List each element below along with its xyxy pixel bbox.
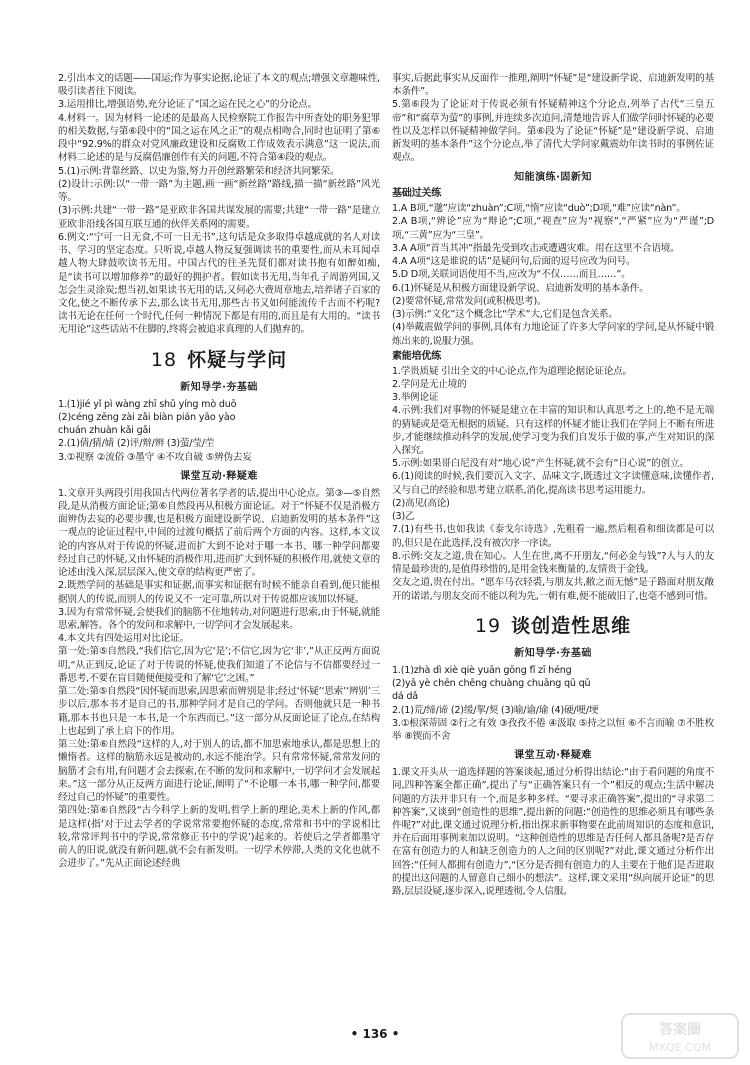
answer-paragraph: (2)设计:示例:以“一带一路”为主题,画一画“新丝路”路线,描一描“新丝路”风光等。: [58, 178, 380, 204]
answer-item: (4)举戴震做学问的事例,具体有力地论证了许多大学问家的学问,是从怀疑中锻炼出来的,说服力强。: [392, 322, 714, 347]
answer-item: 1.A B项,“邈”应读“zhuàn”;C项,“惰”应读“duò”;D项,“难”应读“nàn”。: [392, 203, 686, 215]
answer-paragraph: 第四处:第⑥自然段“古今科学上新的发明,哲学上新的理论,美术上新的作风,都是这样(指‘对于过去学者的学说常常要抱怀疑的态度,常常和书中的学说相比较,常常评判书中的学说,常常修正书中的学说’)起来的。若使后之学者都墨守前人的旧说,就没有新问题,就不会有新发明。一切学术停滞,人类的文化也就不会进步了。”先从正面论述经典: [58, 805, 380, 870]
left-top-answers: [58, 72, 380, 337]
section-heading: 新知导学·夯基础: [180, 381, 258, 393]
answer-paragraph: 5.第⑥段为了论证对于传说必须有怀疑精神这个分论点,列举了古代“三皇五帝”和“腐草为萤”的事例,并连续多次追问,清楚地告诉人们做学问时怀疑的必要性以及怎样以怀疑精神做学问。第⑥段为了论证“怀疑”是“建设新学说、启迪新发明的基本条件”这个分论点,举了清代大学问家戴震幼年读书时的事例佐证观点。: [392, 99, 714, 164]
answer-paragraph: 事实,后据此事实从反面作一推理,阐明“怀疑”是“建设新学说、启迪新发明的基本条件”。: [392, 73, 714, 98]
answer-paragraph: 5.(1)示例:背靠丝路、以史为鉴,努力开创丝路繁荣和经济共同繁荣。: [58, 165, 340, 177]
answer-item: (3)示例:“文化”这个概念比“学术”大,它们是包含关系。: [392, 309, 618, 321]
answer-item: (2)yā yè chēn chēng chuàng chuāng qū qǔ: [392, 678, 591, 690]
page-number: • 136 •: [350, 1027, 400, 1041]
lesson-19-title: [392, 613, 714, 639]
answer-paragraph: 1.课文开头从一道选择题的答案谈起,通过分析得出结论:“由于看问题的角度不同,四种答案全都正确”,提出了与“正确答案只有一个”相反的观点;生活中解决问题的方法并非只有一个,而是多种多样。“要寻求正确答案”,提出的“寻求第二种答案”,又谈到“创造性的思维”,提出新的问题:“创造性的思维必须具有哪些条件呢?”对此,课文通过说理分析,指出探求新事物要在此前周知识的态度和意识,并在后面用事例来加以说明。“这种创造性的思维是否任何人都具备呢?是否存在富有创造力的人和缺乏创造力的人之间的区别呢?”对此,课文通过分析作出回答:“任何人都拥有创造力”,“区分是否拥有创造力的人主要在于他们是否进取的提出这问题的人留意自己细小的想法”。这样,课文采用“纵向展开论证”的思路,层层设疑,逐步深入,说理透彻,令人信服。: [392, 767, 714, 898]
answer-item: chuán zhuàn kǎi gǎi: [58, 425, 151, 437]
answer-item: 4.示例:我们对事物的怀疑是建立在丰富的知识和认真思考之上的,绝不是无端的猜疑或是毫无根据的质疑。只有这样的怀疑才能让我们在学问上不断有所进步,才能继续推动科学的发展,使学习变为我们自发乐于做的事,产生对知识的深入探究。: [392, 405, 714, 457]
section-heading: 课堂互动·释疑难: [180, 470, 258, 482]
answer-paragraph: 6.例文:“宁可一日无食,不可一日无书”,这句话是众多取得卓越成就的名人对读书、学习的坚定态度。只听说,卓越人物反复强调读书的重要性,而从未耳闻卓越人物大肆鼓吹读书无用。中国古代的往圣先贤们都对读书抱有如醉如痴,是“读书可以增加修养”的最好的拥护者。假如读书无用,当年孔子周游列国,又怎会生灵涂炭;想当初,如果读书无用的话,又何必大费周章地去,培养诸子百家的文化,使之不断传承下去,那么读书无用,那些古书又如何能流传千古而不朽呢?读书无论在任何一个时代,任何一种情况下都是有用的,而且是有大用的。“读书无用论”这些话站不住脚的,终将会被追求真理的人们抛弃的。: [58, 231, 380, 336]
answer-item: 交友之道,贵在付出。“愿车马衣轻裘,与朋友共,敝之而无憾”是子路面对朋友敞开的诺诺,与朋友交而不能以利为先,一朝有难,便不能破旧了,也毫不感到可惜。: [392, 577, 714, 602]
answer-item: 8.示例:交友之道,贵在知心。人生在世,离不开朋友,“何必金与钱”?人与人的友情是最珍贵的,是值得珍惜的,是用金钱来衡量的,友情贵于金钱。: [392, 550, 714, 576]
answer-item: 1.(1)jié yǐ pì wàng zhī shǔ yíng mò duō: [58, 398, 237, 410]
section-heading: 新知导学·夯基础: [514, 648, 592, 660]
answer-paragraph: 第一处:第⑤自然段,“我们信它,因为它‘是’;不信它,因为它‘非’,”从正反两方面说明,“从正到反,论证了对于传说的怀疑,使我们知道了不论信与不信都要经过一番思考,不要在盲目随便便接受和了解‘它’之困。”: [58, 646, 380, 684]
answer-item: 2.A B项,“辨论”应为“辩论”;C项,“视查”应为“视察”,“严紧”应为“严谨”;D项,“三黄”应为“三皇”。: [392, 216, 714, 241]
svg-text:MXQE.COM: MXQE.COM: [649, 1041, 711, 1054]
lesson-18-title: [58, 347, 380, 373]
answer-item: 5.示例:如果哥白尼没有对“地心说”产生怀疑,就不会有“日心说”的创立。: [392, 458, 689, 470]
answer-paragraph: 1.文章开头两段引用我国古代两位著名学者的话,提出中心论点。第③—⑤自然段,是从消极方面论证;第⑥自然段再从积极方面论证。对于“怀疑不仅是消极方面辨伪去妄的必要步骤,也是积极方面建设新学说、启迪新发明的基本条件”这一观点的论证过程中,中间的过渡句概括了前后两个方面的内容。这样,本文议论的内容从对于传说的怀疑,进而扩大到不论对于哪一本书、哪一种学问都要经过自己的怀疑,又由怀疑的消极作用,进而扩大到怀疑的积极作用,就使文章的论述由浅入深,层层深入,使文章的结构更严密了。: [58, 487, 380, 579]
answer-item: 1.学贵质疑 引出全文的中心论点,作为道理论据论证论点。: [392, 365, 632, 377]
answer-item: 6.(1)阅读的时候,我们要沉入文字、品味文字,既透过文字读懂意味,读懂作者,又与自己的经验和思考建立联系,消化,提高读书思考运用能力。: [392, 471, 714, 496]
answer-item: 2.(1)荒/缔/谛 (2)缓/挈/契 (3)喻/谕/瑜 (4)硬/哽/埂: [392, 704, 599, 716]
answer-paragraph: 3.运用排比,增强语势,充分论证了“国之运在民之心”的分论点。: [58, 99, 317, 111]
answer-item: dá dǎ: [392, 691, 418, 703]
left-column: [58, 72, 380, 870]
answer-item: 4.A A项“这是谁说的话”是疑问句,后面的逗号应改为问号。: [392, 256, 636, 268]
watermark-logo: [620, 1010, 740, 1062]
answer-paragraph: 4.材料一。因为材料一论述的是最高人民检察院工作报告中所查处的职务犯罪的相关数据,与第⑥段中的“国之运在风之正”的观点相吻合,同时也证明了第⑥段中“92.9%的群众对党风廉政建设和反腐败工作成效表示满意”这一说法,而材料二论述的是与反腐倡廉创作有关的问题,不符合第④段的观点。: [58, 112, 380, 164]
sub-heading: 素能培优练: [392, 350, 441, 362]
answer-item: 6.(1)怀疑是从积极方面建设新学说、启迪新发明的基本条件。: [392, 282, 649, 294]
answer-paragraph: 4.本文共有四处运用对比论证。: [58, 633, 189, 645]
lesson-name: 谈创造性思维: [511, 614, 632, 637]
answer-item: 3.①视察 ②流俗 ③墨守 ④不攻自破 ⑤辨伪去妄: [58, 451, 252, 463]
sub-heading: 基础过关练: [392, 188, 441, 200]
answer-item: (3)乙: [392, 511, 415, 523]
svg-text:答案圈: 答案圈: [659, 1022, 701, 1038]
answer-paragraph: 第二处:第⑤自然段“因怀疑而思索,因思索而辨别是非;经过‘怀疑’‘思索’‘辨别’三步以后,那本书才是自己的书,那种学问才是自己的学问。否则他就只是一种书籍,那本书也只是一本书,是一个东西而已。”这一部分从反面论证了论点,在结构上也起到了承上启下的作用。: [58, 686, 380, 737]
answer-item: 2.(1)倩/猜/婧 (2)评/辩/辨 (3)萤/莹/茔: [58, 438, 215, 450]
section-heading: 知能演练·固新知: [514, 171, 592, 183]
section-heading: 课堂互动·释疑难: [514, 750, 592, 762]
answer-paragraph: 2.引出本文的话题——国运;作为事实论据,论证了本文的观点;增强文章趣味性,吸引读者往下阅读。: [58, 73, 380, 98]
answer-item: 3.举例论证: [392, 392, 439, 404]
lesson-name: 怀疑与学问: [187, 348, 288, 371]
lesson-number: 19: [474, 614, 502, 637]
right-column: [392, 72, 714, 898]
answer-item: 7.(1)有些书,也如我读《泰戈尔诗选》,先粗看一遍,然后粗看和细读都是可以的,但只是在此选择,没有被次序一序读。: [392, 524, 714, 549]
answer-item: 5.D D项,关联词语使用不当,应改为“不仅……而且……”。: [392, 269, 631, 281]
answer-item: (2)高见(高论): [392, 497, 450, 509]
answer-paragraph: (3)示例:共建“一带一路”是亚欧非各国共谋发展的需要;共建“一带一路”是建立亚欧非沿线各国互联互通的伙伴关系网的需要。: [58, 205, 380, 230]
answer-item: 3.①根深蒂固 ②行之有效 ③孜孜不倦 ④汲取 ⑤持之以恒 ⑥不言而喻 ⑦不胜枚举 ⑧锲而不舍: [392, 717, 714, 743]
answer-item: 2.学问是无止境的: [392, 378, 467, 390]
answer-item: (2)céng zēng zài zǎi biàn pián yāo yào: [58, 411, 236, 423]
lesson-number: 18: [150, 348, 178, 371]
answer-item: 1.(1)zhà dì xiè qiè yuān gōng fǐ zī héng: [392, 664, 572, 676]
answer-item: 3.A A项“首当其冲”指最先受到攻击或遭遇灾难。用在这里不合语境。: [392, 242, 680, 254]
answer-paragraph: 第三处:第⑥自然段“这样的人,对于别人的话,都不加思索地承认,都是思想上的懒惰者。这样的脑筋永远是被动的,永远不能治学。只有常常怀疑,常常发问的脑筋才会有用,有问题才会去探索,在不断的发问和求解中,一切学问才会发展起来。”这一部分从正反两方面进行论证,阐明了“不论哪一本书,哪一种学问,都要经过自己的怀疑”的重要性。: [58, 739, 380, 804]
answer-item: (2)要常怀疑,常常发问(或积极思考)。: [392, 295, 547, 307]
answer-paragraph: 3.因为有常常怀疑,会使我们的脑筋不住地转动,对问题进行思索,由于怀疑,就能思索,解答。各个的发问和求解中,一切学问才会发展起来。: [58, 606, 380, 632]
answer-paragraph: 2.既然学问的基础是事实和证据,而事实和证据有时候不能亲自看到,便只能根据别人的传说,而别人的传说又不一定可靠,所以对于传说都应该加以怀疑。: [58, 580, 380, 605]
